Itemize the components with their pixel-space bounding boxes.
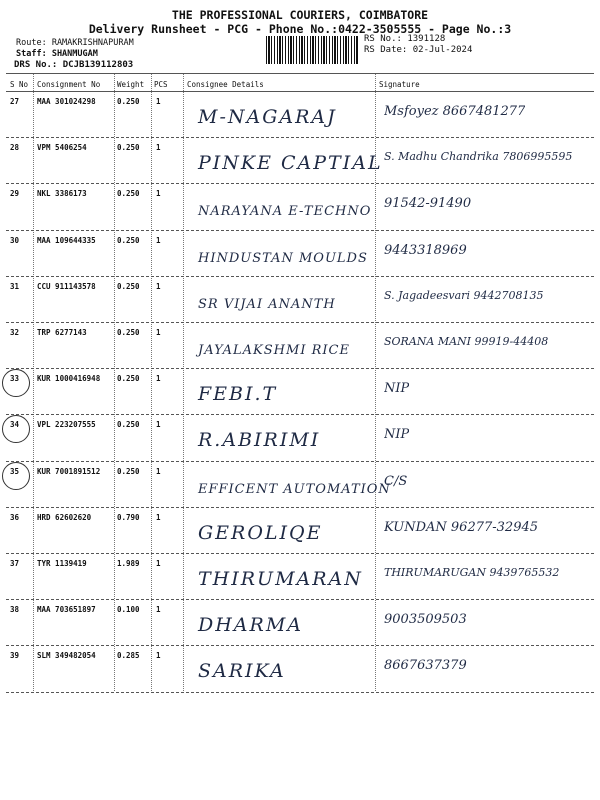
row-divider [6, 414, 594, 415]
row-weight: 0.100 [117, 605, 140, 615]
row-divider [6, 645, 594, 646]
row-sno: 39 [10, 651, 20, 661]
route-label: Route: RAMAKRISHNAPURAM [16, 38, 134, 48]
row-consignment-no: KUR 1000416948 [37, 374, 101, 384]
table-top-border [6, 73, 594, 74]
row-signature: 9443318969 [384, 242, 467, 258]
row-sno: 28 [10, 143, 20, 153]
row-sno: 30 [10, 235, 20, 245]
row-consignee: SR VIJAI ANANTH [198, 296, 336, 312]
row-signature: 9003509503 [384, 612, 467, 628]
row-pcs: 1 [156, 189, 161, 199]
row-sno: 31 [10, 281, 20, 291]
row-sno: 29 [10, 189, 20, 199]
row-weight: 0.250 [117, 189, 140, 199]
row-signature: NIP [384, 381, 410, 397]
row-signature: Msfoyez 8667481277 [384, 104, 526, 119]
row-weight: 0.250 [117, 143, 140, 153]
row-sno: 32 [10, 328, 20, 337]
row-consignment-no: NKL 3386173 [37, 189, 87, 199]
row-consignee: THIRUMARAN [198, 568, 363, 590]
row-consignment-no: VPL 223207555 [37, 420, 96, 430]
row-consignee: EFFICENT AUTOMATION [198, 481, 391, 497]
row-divider [6, 368, 594, 369]
row-sno: 38 [10, 605, 20, 615]
row-consignee: DHARMA [198, 614, 304, 637]
row-sno: 34 [10, 420, 20, 430]
row-divider [6, 183, 594, 184]
company-title: THE PROFESSIONAL COURIERS, COIMBATORE [171, 8, 429, 22]
rs-date: RS Date: 02-Jul-2024 [364, 45, 473, 55]
row-sno: 33 [10, 374, 20, 384]
row-divider [6, 137, 594, 138]
row-consignment-no: MAA 109644335 [37, 235, 96, 245]
row-pcs: 1 [156, 605, 161, 615]
table-header-border [6, 91, 594, 92]
barcode [266, 36, 358, 64]
row-signature: 8667637379 [384, 658, 467, 674]
row-sno: 36 [10, 512, 20, 522]
row-weight: 0.250 [117, 374, 140, 384]
row-pcs: 1 [156, 374, 161, 384]
row-signature: KUNDAN 96277-32945 [384, 519, 539, 535]
row-pcs: 1 [156, 235, 161, 245]
row-signature: NIP [384, 427, 410, 443]
row-divider [6, 276, 594, 277]
row-pcs: 1 [156, 97, 161, 106]
row-consignment-no: VPM 5406254 [37, 143, 87, 153]
row-divider [6, 553, 594, 554]
row-signature: S. Madhu Chandrika 7806995595 [384, 150, 573, 164]
col-header-pcs: PCS [154, 80, 168, 89]
row-signature: 91542-91490 [384, 196, 472, 212]
row-consignee: SARIKA [198, 660, 286, 683]
rs-number: RS No.: 1391128 [364, 34, 446, 44]
drs-number: DRS No.: DCJB139112803 [14, 60, 134, 70]
row-consignee: FEBI.T [198, 383, 278, 406]
row-consignment-no: CCU 911143578 [37, 281, 96, 291]
row-sno: 35 [10, 466, 20, 476]
row-pcs: 1 [156, 466, 161, 476]
row-pcs: 1 [156, 281, 161, 291]
row-consignee: R.ABIRIMI [198, 429, 321, 452]
row-signature: S. Jagadeesvari 9442708135 [384, 288, 544, 302]
row-pcs: 1 [156, 420, 161, 430]
row-consignee: PINKE CAPTIAL [198, 152, 383, 175]
row-weight: 0.790 [117, 512, 140, 522]
row-consignment-no: TRP 6277143 [37, 328, 87, 337]
row-weight: 0.250 [117, 97, 140, 106]
row-consignment-no: TYR 1139419 [37, 559, 87, 568]
row-sno: 37 [10, 559, 20, 568]
row-divider [6, 599, 594, 600]
row-divider [6, 230, 594, 231]
row-weight: 0.250 [117, 281, 140, 291]
staff-label: Staff: SHANMUGAM [16, 49, 98, 59]
row-signature: C/S [384, 473, 408, 489]
row-consignee: NARAYANA E-TECHNO [198, 204, 372, 220]
row-weight: 1.989 [117, 559, 140, 568]
row-weight: 0.250 [117, 235, 140, 245]
row-divider [6, 461, 594, 462]
row-sno: 27 [10, 97, 20, 106]
col-header-signature: Signature [379, 80, 420, 89]
row-pcs: 1 [156, 559, 161, 568]
col-header-weight: Weight [117, 80, 145, 89]
col-header-consignment: Consignment No [37, 80, 101, 89]
row-weight: 0.250 [117, 328, 140, 337]
row-consignment-no: HRD 62602620 [37, 512, 92, 522]
row-signature: THIRUMARUGAN 9439765532 [384, 566, 560, 579]
row-pcs: 1 [156, 651, 161, 661]
row-pcs: 1 [156, 328, 161, 337]
row-weight: 0.250 [117, 420, 140, 430]
row-consignment-no: MAA 301024298 [37, 97, 96, 106]
row-divider [6, 692, 594, 693]
row-pcs: 1 [156, 143, 161, 153]
row-consignment-no: KUR 7001891512 [37, 466, 101, 476]
runsheet-subtitle: Delivery Runsheet - PCG - Phone No.:0422-3505555 - Page No.:3 [88, 22, 512, 36]
row-consignment-no: SLM 349482054 [37, 651, 96, 661]
col-header-consignee: Consignee Details [187, 80, 264, 89]
row-divider [6, 507, 594, 508]
row-divider [6, 322, 594, 323]
col-header-sno: S No [10, 80, 29, 89]
row-weight: 0.285 [117, 651, 140, 661]
row-signature: SORANA MANI 99919-44408 [384, 335, 549, 348]
row-consignee: HINDUSTAN MOULDS [198, 250, 368, 266]
row-consignment-no: MAA 703651897 [37, 605, 96, 615]
row-pcs: 1 [156, 512, 161, 522]
row-consignee: GEROLIQE [198, 521, 323, 544]
row-consignee: JAYALAKSHMI RICE [198, 343, 350, 358]
row-consignee: M-NAGARAJ [198, 106, 337, 128]
row-weight: 0.250 [117, 466, 140, 476]
